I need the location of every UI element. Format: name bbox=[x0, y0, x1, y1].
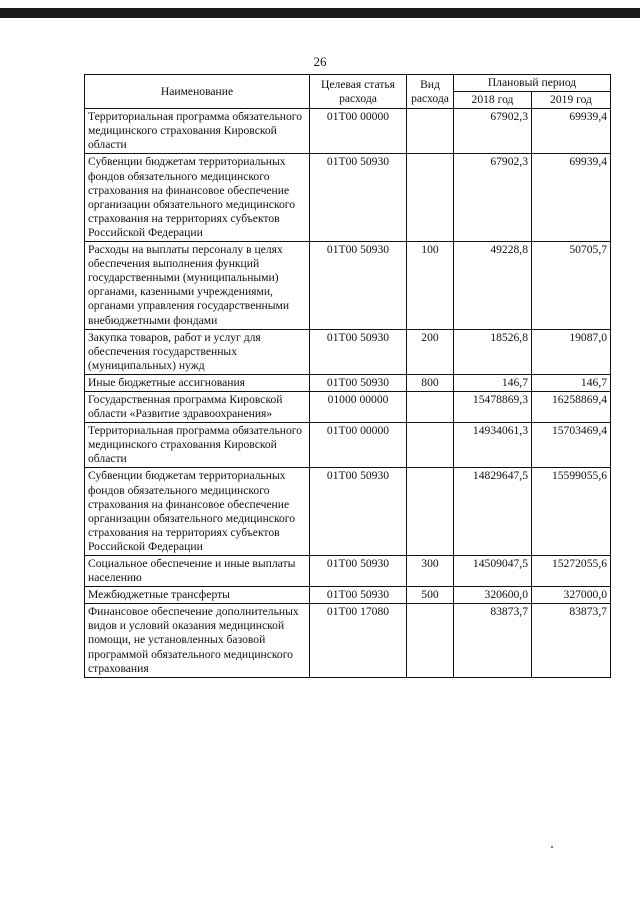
row-code-cell: 01Т00 17080 bbox=[310, 604, 407, 677]
row-2019-value-cell: 15703469,4 bbox=[532, 423, 611, 468]
row-name-cell: Субвенции бюджетам территориальных фондов обязательного медицинского страхования на финансовое обеспечение организации обязательного медицинского страхования на территориях субъектов Российской Федерации bbox=[85, 468, 310, 556]
table-row bbox=[85, 374, 611, 391]
row-code-cell: 01Т00 50930 bbox=[310, 329, 407, 374]
row-2018-value-cell: 83873,7 bbox=[454, 604, 532, 677]
row-2018-value-cell: 14509047,5 bbox=[454, 556, 532, 587]
budget-table bbox=[84, 74, 611, 678]
page-number: 26 bbox=[313, 54, 327, 69]
header-year-2019: 2019 год bbox=[532, 92, 611, 109]
row-code-cell: 01Т00 00000 bbox=[310, 109, 407, 154]
row-type-cell: 100 bbox=[407, 242, 454, 330]
table-body bbox=[85, 109, 611, 678]
table-row bbox=[85, 242, 611, 330]
row-name-cell: Государственная программа Кировской области «Развитие здравоохранения» bbox=[85, 391, 310, 422]
row-name-cell: Межбюджетные трансферты bbox=[85, 587, 310, 604]
row-code-cell: 01Т00 50930 bbox=[310, 556, 407, 587]
row-2018-value-cell: 14934061,3 bbox=[454, 423, 532, 468]
table-row bbox=[85, 391, 611, 422]
header-name: Наименование bbox=[85, 75, 310, 109]
header-code: Целевая статья расхода bbox=[310, 75, 407, 109]
row-2018-value-cell: 146,7 bbox=[454, 374, 532, 391]
row-type-cell bbox=[407, 423, 454, 468]
row-2019-value-cell: 69939,4 bbox=[532, 109, 611, 154]
table-row bbox=[85, 109, 611, 154]
row-name-cell: Иные бюджетные ассигнования bbox=[85, 374, 310, 391]
scan-speck bbox=[551, 846, 553, 848]
row-name-cell: Расходы на выплаты персоналу в целях обеспечения выполнения функций государственными (муниципальными) органами, казенными учреждениями, органами управления государственными внебюджетными фондами bbox=[85, 242, 310, 330]
scan-top-border bbox=[0, 8, 640, 18]
row-code-cell: 01000 00000 bbox=[310, 391, 407, 422]
table-row bbox=[85, 604, 611, 677]
row-2019-value-cell: 50705,7 bbox=[532, 242, 611, 330]
row-2019-value-cell: 15599055,6 bbox=[532, 468, 611, 556]
row-name-cell: Субвенции бюджетам территориальных фондов обязательного медицинского страхования на финансовое обеспечение организации обязательного медицинского страхования на территориях субъектов Российской Федерации bbox=[85, 154, 310, 242]
row-2018-value-cell: 14829647,5 bbox=[454, 468, 532, 556]
table-row bbox=[85, 468, 611, 556]
table-row bbox=[85, 154, 611, 242]
table-row bbox=[85, 329, 611, 374]
table-row bbox=[85, 587, 611, 604]
row-name-cell: Закупка товаров, работ и услуг для обеспечения государственных (муниципальных) нужд bbox=[85, 329, 310, 374]
row-name-cell: Социальное обеспечение и иные выплаты населению bbox=[85, 556, 310, 587]
header-row bbox=[85, 75, 611, 92]
row-code-cell: 01Т00 50930 bbox=[310, 242, 407, 330]
row-2019-value-cell: 69939,4 bbox=[532, 154, 611, 242]
row-name-cell: Финансовое обеспечение дополнительных видов и условий оказания медицинской помощи, не установленных базовой программой обязательного медицинского страхования bbox=[85, 604, 310, 677]
row-type-cell: 800 bbox=[407, 374, 454, 391]
row-code-cell: 01Т00 00000 bbox=[310, 423, 407, 468]
row-code-cell: 01Т00 50930 bbox=[310, 587, 407, 604]
row-2018-value-cell: 49228,8 bbox=[454, 242, 532, 330]
row-code-cell: 01Т00 50930 bbox=[310, 154, 407, 242]
row-code-cell: 01Т00 50930 bbox=[310, 374, 407, 391]
row-code-cell: 01Т00 50930 bbox=[310, 468, 407, 556]
row-type-cell: 300 bbox=[407, 556, 454, 587]
row-type-cell: 500 bbox=[407, 587, 454, 604]
table-row bbox=[85, 423, 611, 468]
row-2018-value-cell: 320600,0 bbox=[454, 587, 532, 604]
row-2019-value-cell: 327000,0 bbox=[532, 587, 611, 604]
row-name-cell: Территориальная программа обязательного медицинского страхования Кировской области bbox=[85, 423, 310, 468]
header-year-2018: 2018 год bbox=[454, 92, 532, 109]
row-2018-value-cell: 15478869,3 bbox=[454, 391, 532, 422]
table-row bbox=[85, 556, 611, 587]
row-2018-value-cell: 67902,3 bbox=[454, 109, 532, 154]
row-2018-value-cell: 18526,8 bbox=[454, 329, 532, 374]
row-type-cell: 200 bbox=[407, 329, 454, 374]
header-period: Плановый период bbox=[454, 75, 611, 92]
row-type-cell bbox=[407, 154, 454, 242]
row-name-cell: Территориальная программа обязательного медицинского страхования Кировской области bbox=[85, 109, 310, 154]
row-2019-value-cell: 83873,7 bbox=[532, 604, 611, 677]
row-2018-value-cell: 67902,3 bbox=[454, 154, 532, 242]
row-type-cell bbox=[407, 468, 454, 556]
header-type: Вид расхода bbox=[407, 75, 454, 109]
row-type-cell bbox=[407, 109, 454, 154]
row-2019-value-cell: 19087,0 bbox=[532, 329, 611, 374]
row-type-cell bbox=[407, 391, 454, 422]
row-2019-value-cell: 16258869,4 bbox=[532, 391, 611, 422]
row-2019-value-cell: 146,7 bbox=[532, 374, 611, 391]
row-2019-value-cell: 15272055,6 bbox=[532, 556, 611, 587]
row-type-cell bbox=[407, 604, 454, 677]
